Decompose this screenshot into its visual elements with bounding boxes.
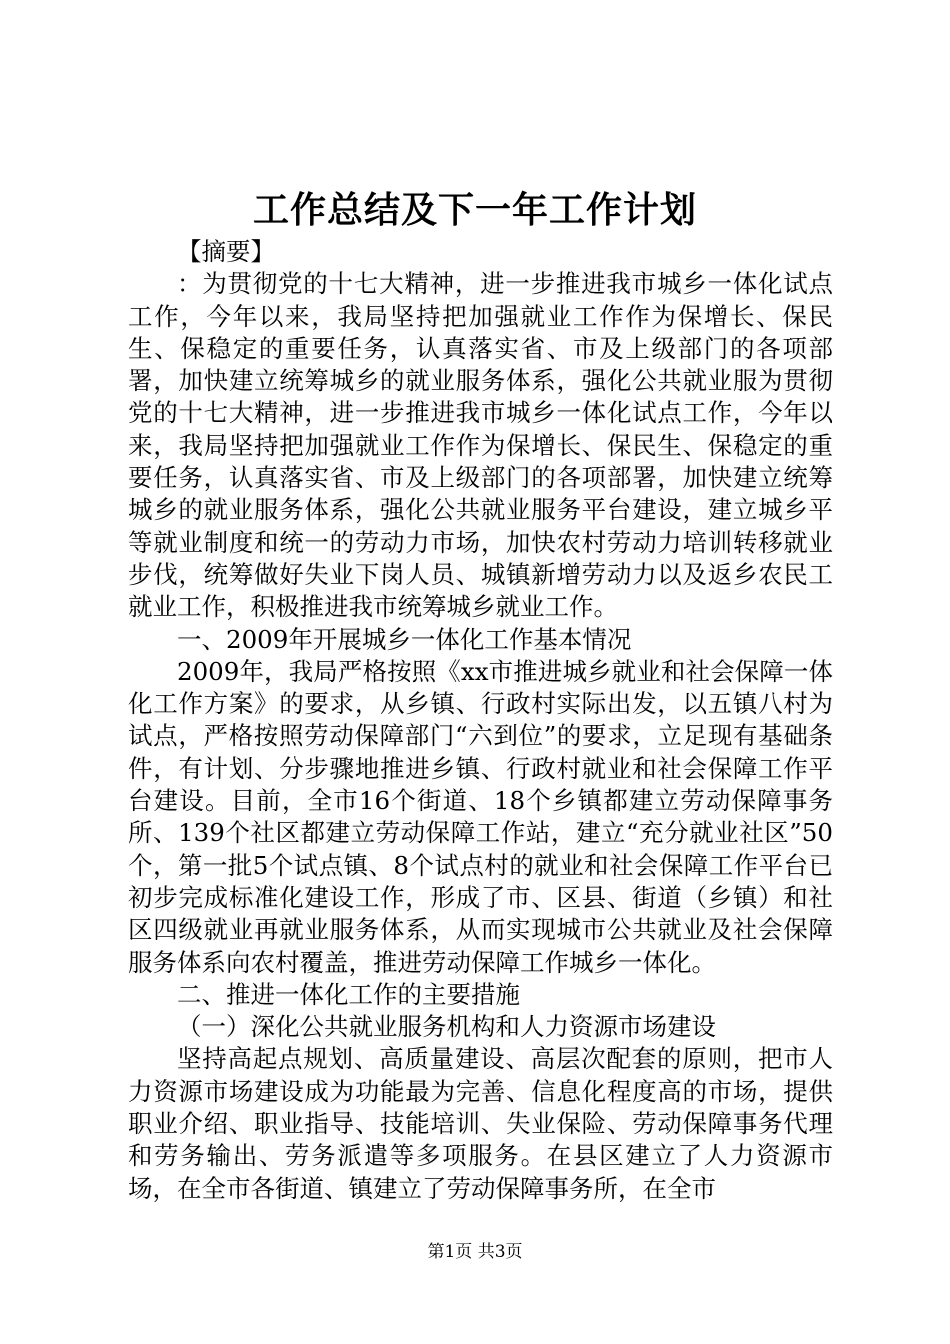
body-paragraph-2: 坚持高起点规划、高质量建设、高层次配套的原则，把市人力资源市场建设成为功能最为完善、信息化程度高的市场，提供职业介绍、职业指导、技能培训、失业保险、劳动保障事务代理和劳务输出、劳务派遣等多项服务。在县区建立了人力资源市场，在全市各街道、镇建立了劳动保障事务所，在全市 (128, 1044, 833, 1203)
abstract-paragraph: ：为贯彻党的十七大精神，进一步推进我市城乡一体化试点工作，今年以来，我局坚持把加强就业工作作为保增长、保民生、保稳定的重要任务，认真落实省、市及上级部门的各项部署，加快建立统筹城乡的就业服务体系，强化公共就业服为贯彻党的十七大精神，进一步推进我市城乡一体化试点工作，今年以来，我局坚持把加强就业工作作为保增长、保民生、保稳定的重要任务，认真落实省、市及上级部门的各项部署，加快建立统筹城乡的就业服务体系，强化公共就业服务平台建设，建立城乡平等就业制度和统一的劳动力市场，加快农村劳动力培训转移就业步伐，统筹做好失业下岗人员、城镇新增劳动力以及返乡农民工就业工作，积极推进我市统筹城乡就业工作。 (128, 269, 833, 622)
document-body (128, 236, 833, 1205)
subsection-heading-1: （一）深化公共就业服务机构和人力资源市场建设 (177, 1012, 716, 1042)
abstract-heading: 【摘要】 (177, 237, 275, 266)
page-footer: 第1页 共3页 (427, 1242, 523, 1262)
section-heading-2: 二、推进一体化工作的主要措施 (177, 979, 520, 1009)
document-title: 工作总结及下一年工作计划 (252, 189, 697, 231)
body-paragraph-1: 2009年，我局严格按照《xx市推进城乡就业和社会保障一体化工作方案》的要求，从乡镇、行政村实际出发，以五镇八村为试点，严格按照劳动保障部门“六到位”的要求，立足现有基础条件，有计划、分步骤地推进乡镇、行政村就业和社会保障工作平台建设。目前，全市16个街道、18个乡镇都建立劳动保障事务所、139个社区都建立劳动保障工作站，建立“充分就业社区”50个，第一批5个试点镇、8个试点村的就业和社会保障工作平台已初步完成标准化建设工作，形成了市、区县、街道（乡镇）和社区四级就业再就业服务体系，从而实现城市公共就业及社会保障服务体系向农村覆盖，推进劳动保障工作城乡一体化。 (128, 656, 833, 977)
section-heading-1: 一、2009年开展城乡一体化工作基本情况 (177, 624, 632, 654)
